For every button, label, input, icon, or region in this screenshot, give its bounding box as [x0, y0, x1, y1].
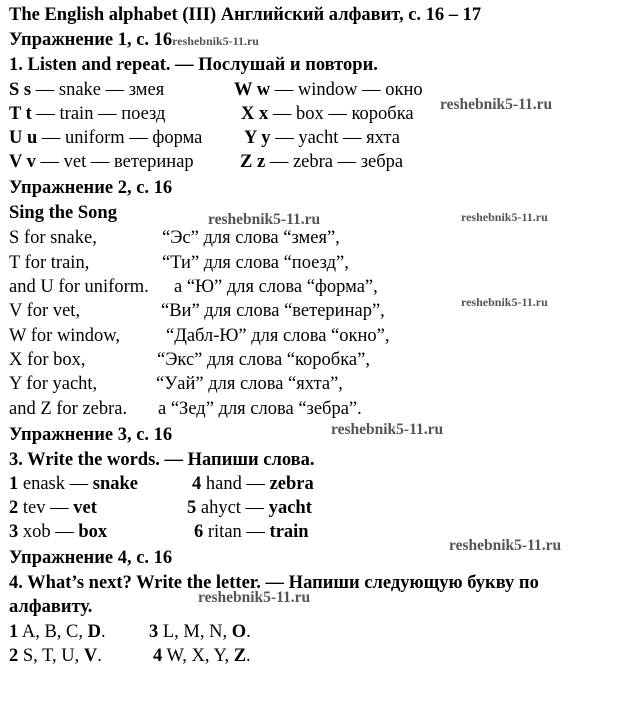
song-line-en: V for vet,	[9, 301, 81, 321]
watermark: reshebnik5-11.ru	[440, 96, 553, 113]
watermark: reshebnik5-11.ru	[449, 537, 562, 554]
song-line-en: Y for yacht,	[9, 374, 98, 394]
word-pair: — zebra — зебра	[265, 152, 404, 172]
song-line-ru: а “Зед” для слова “зебра”.	[158, 399, 362, 419]
ex1-row	[234, 79, 423, 101]
song-line-ru: а “Ю” для слова “форма”,	[174, 277, 378, 297]
ex1-row	[9, 79, 164, 101]
song-line-en: X for box,	[9, 350, 86, 370]
answer: yacht	[268, 498, 312, 518]
scrambled-word: tev —	[18, 498, 74, 518]
song-line-ru: “Ви” для слова “ветеринар”,	[161, 301, 385, 321]
answer: V	[83, 646, 98, 666]
answer: zebra	[269, 474, 314, 494]
ex1-row	[241, 103, 414, 125]
ex3-heading: Упражнение 3, с. 16	[9, 425, 173, 445]
item-number: 4	[153, 646, 163, 666]
answer: O	[231, 622, 247, 642]
word-pair: — yacht — яхта	[270, 128, 400, 148]
word-pair: — window — окно	[270, 80, 423, 100]
period: .	[97, 646, 102, 666]
item-number: 4	[192, 474, 202, 494]
ex4-heading: Упражнение 4, с. 16	[9, 548, 173, 568]
ex4-item	[149, 621, 251, 643]
period: .	[246, 646, 251, 666]
letter: T t	[9, 104, 32, 124]
word-pair: — train — поезд	[31, 104, 166, 124]
answer: Z	[233, 646, 247, 666]
ex3-task: 3. Write the words. — Напиши слова.	[9, 450, 315, 470]
item-number: 3	[149, 622, 159, 642]
watermark: reshebnik5-11.ru	[172, 34, 259, 48]
page-title: The English alphabet (III) Английский алфавит, с. 16 – 17	[9, 5, 482, 25]
word-pair: — uniform — форма	[37, 128, 203, 148]
watermark: reshebnik5-11.ru	[461, 210, 548, 224]
item-number: 3	[9, 522, 19, 542]
word-pair: — box — коробка	[268, 104, 414, 124]
ex1-row	[9, 151, 194, 173]
letter: Z z	[240, 152, 266, 172]
ex3-item	[9, 521, 107, 543]
item-number: 6	[194, 522, 204, 542]
ex4-item	[9, 645, 102, 667]
item-number: 2	[9, 646, 19, 666]
ex2-song-title: Sing the Song	[9, 203, 117, 223]
song-line-ru: “Экс” для слова “коробка”,	[157, 350, 370, 370]
ex1-row	[240, 151, 403, 173]
watermark: reshebnik5-11.ru	[461, 295, 548, 309]
song-line-en: W for window,	[9, 326, 120, 346]
ex4-task-line1: 4. What’s next? Write the letter. — Напиши следующую букву по	[9, 573, 539, 593]
ex4-item	[153, 645, 251, 667]
item-number: 1	[9, 622, 19, 642]
ex2-heading: Упражнение 2, с. 16	[9, 178, 173, 198]
ex1-row	[9, 103, 165, 125]
letter-sequence: A, B, C,	[18, 622, 88, 642]
song-line-en: T for train,	[9, 253, 90, 273]
ex1-heading	[9, 29, 259, 52]
song-line-en: S for snake,	[9, 228, 97, 248]
answer: D	[87, 622, 102, 642]
ex1-row	[9, 127, 202, 149]
item-number: 1	[9, 474, 19, 494]
letter-sequence: S, T, U,	[18, 646, 84, 666]
scrambled-word: xob —	[18, 522, 79, 542]
letter: Y y	[244, 128, 271, 148]
ex4-item	[9, 621, 106, 643]
watermark: reshebnik5-11.ru	[331, 421, 444, 438]
letter-sequence: W, X, Y,	[162, 646, 234, 666]
watermark: reshebnik5-11.ru	[208, 211, 321, 228]
ex3-item	[9, 497, 97, 519]
song-line-en: and Z for zebra.	[9, 399, 128, 419]
period: .	[101, 622, 106, 642]
scrambled-word: enask —	[18, 474, 93, 494]
answer: snake	[92, 474, 138, 494]
letter: V v	[9, 152, 36, 172]
letter: X x	[241, 104, 269, 124]
ex3-item	[187, 497, 312, 519]
letter: W w	[234, 80, 271, 100]
scrambled-word: hand —	[201, 474, 270, 494]
answer: box	[78, 522, 108, 542]
word-pair: — snake — змея	[31, 80, 165, 100]
song-line-ru: “Ти” для слова “поезд”,	[162, 253, 349, 273]
song-line-en: and U for uniform.	[9, 277, 149, 297]
scrambled-word: ritan —	[203, 522, 270, 542]
letter-sequence: L, M, N,	[158, 622, 232, 642]
ex1-row	[244, 127, 400, 149]
scrambled-word: ahyct —	[196, 498, 269, 518]
watermark: reshebnik5-11.ru	[198, 589, 311, 606]
item-number: 2	[9, 498, 19, 518]
ex4-task-line2: алфавиту.	[9, 597, 93, 617]
song-line-ru: “Дабл-Ю” для слова “окно”,	[166, 326, 390, 346]
letter: U u	[9, 128, 38, 148]
letter: S s	[9, 80, 32, 100]
ex1-heading-text: Упражнение 1, с. 16	[9, 30, 173, 50]
song-line-ru: “Эс” для слова “змея”,	[162, 228, 340, 248]
ex3-item	[194, 521, 309, 543]
word-pair: — vet — ветеринар	[35, 152, 194, 172]
ex3-item	[192, 473, 314, 495]
period: .	[246, 622, 251, 642]
answer: train	[269, 522, 309, 542]
item-number: 5	[187, 498, 197, 518]
answer: vet	[73, 498, 97, 518]
ex1-task: 1. Listen and repeat. — Послушай и повтори.	[9, 55, 378, 75]
ex3-item	[9, 473, 138, 495]
song-line-ru: “Уай” для слова “яхта”,	[156, 374, 343, 394]
